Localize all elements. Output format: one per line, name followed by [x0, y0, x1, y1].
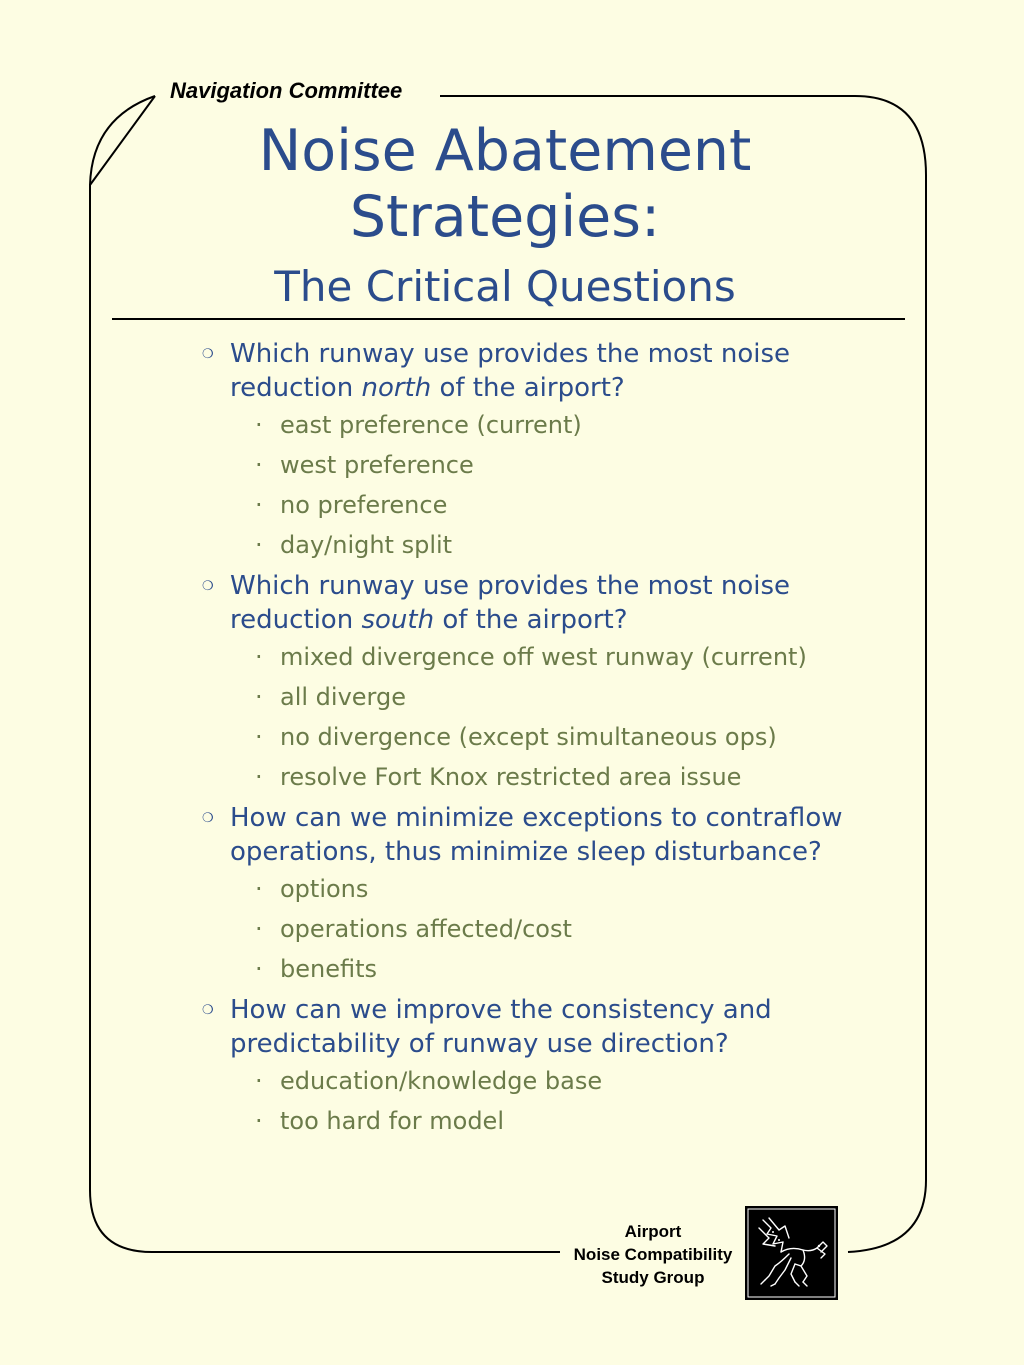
- option-item: [200, 721, 860, 753]
- circle-bullet-icon: ❍: [202, 1003, 214, 1018]
- question-text-end: of the airport?: [431, 373, 625, 403]
- question-block: [200, 993, 860, 1137]
- option-item: [200, 681, 860, 713]
- dot-bullet-icon: ·: [255, 955, 263, 983]
- footer-line-3: Study Group: [601, 1268, 705, 1287]
- option-item: [200, 449, 860, 481]
- dot-bullet-icon: ·: [255, 723, 263, 751]
- dot-bullet-icon: ·: [255, 411, 263, 439]
- option-text: resolve Fort Knox restricted area issue: [280, 763, 742, 791]
- question-item: [200, 569, 860, 637]
- option-item: [200, 529, 860, 561]
- page-title: [100, 118, 910, 250]
- option-text: options: [280, 875, 369, 903]
- option-text: day/night split: [280, 531, 453, 559]
- option-item: [200, 409, 860, 441]
- question-text-end: of the airport?: [434, 605, 628, 635]
- dot-bullet-icon: ·: [255, 491, 263, 519]
- question-text: Which runway use provides the most noise reduction: [230, 571, 791, 635]
- question-text: Which runway use provides the most noise reduction: [230, 339, 791, 403]
- option-text: west preference: [280, 451, 474, 479]
- circle-bullet-icon: ❍: [202, 579, 214, 594]
- option-list: [200, 1065, 860, 1137]
- question-item: [200, 801, 860, 869]
- option-text: all diverge: [280, 683, 406, 711]
- option-text: operations affected/cost: [280, 915, 572, 943]
- dot-bullet-icon: ·: [255, 915, 263, 943]
- dot-bullet-icon: ·: [255, 683, 263, 711]
- option-list: [200, 641, 860, 793]
- question-text: How can we minimize exceptions to contraflow operations, thus minimize sleep disturbance?: [230, 803, 843, 867]
- footer-line-1: Airport: [624, 1222, 682, 1241]
- dot-bullet-icon: ·: [255, 1067, 263, 1095]
- question-list: [200, 337, 860, 1145]
- dot-bullet-icon: ·: [255, 451, 263, 479]
- option-text: no preference: [280, 491, 448, 519]
- option-item: [200, 873, 860, 905]
- question-emphasis: south: [361, 605, 435, 635]
- question-emphasis: north: [361, 373, 432, 403]
- footer-group-name: [560, 1220, 746, 1289]
- option-text: no divergence (except simultaneous ops): [280, 723, 777, 751]
- circle-bullet-icon: ❍: [202, 811, 214, 826]
- option-item: [200, 641, 860, 673]
- circle-bullet-icon: ❍: [202, 347, 214, 362]
- option-list: [200, 873, 860, 985]
- option-item: [200, 1065, 860, 1097]
- question-item: [200, 993, 860, 1061]
- option-item: [200, 1105, 860, 1137]
- option-list: [200, 409, 860, 561]
- question-text: How can we improve the consistency and predictability of runway use direction?: [230, 995, 772, 1059]
- dot-bullet-icon: ·: [255, 1107, 263, 1135]
- question-block: [200, 801, 860, 985]
- option-text: east preference (current): [280, 411, 582, 439]
- footer-line-2: Noise Compatibility: [573, 1245, 733, 1264]
- title-line-2: Strategies:: [349, 184, 661, 250]
- option-text: mixed divergence off west runway (current): [280, 643, 807, 671]
- question-block: [200, 337, 860, 561]
- option-text: education/knowledge base: [280, 1067, 603, 1095]
- option-item: [200, 489, 860, 521]
- question-block: [200, 569, 860, 793]
- pegasus-icon: [745, 1206, 838, 1300]
- committee-label: Navigation Committee: [170, 78, 403, 103]
- option-item: [200, 913, 860, 945]
- dot-bullet-icon: ·: [255, 875, 263, 903]
- option-text: benefits: [280, 955, 378, 983]
- title-line-1: Noise Abatement: [258, 118, 752, 184]
- question-item: [200, 337, 860, 405]
- dot-bullet-icon: ·: [255, 643, 263, 671]
- option-item: [200, 761, 860, 793]
- option-item: [200, 953, 860, 985]
- dot-bullet-icon: ·: [255, 531, 263, 559]
- option-text: too hard for model: [280, 1107, 504, 1135]
- dot-bullet-icon: ·: [255, 763, 263, 791]
- page-subtitle: The Critical Questions: [274, 262, 736, 311]
